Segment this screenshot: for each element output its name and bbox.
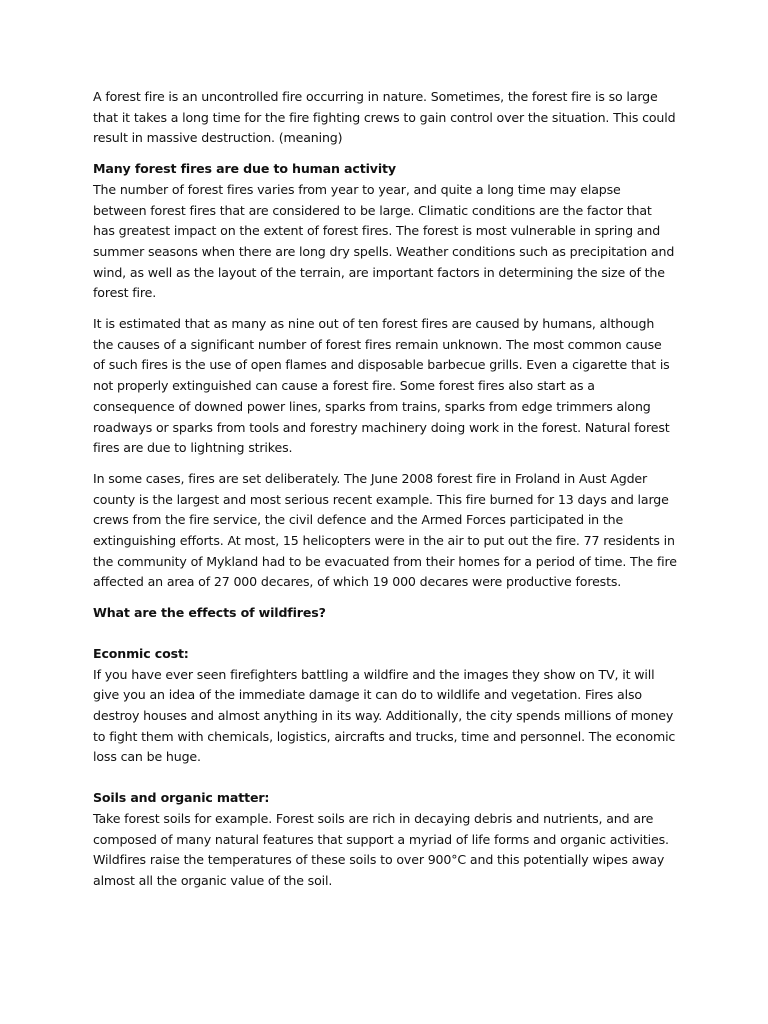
paragraph-economic-cost: If you have ever seen firefighters battling a wildfire and the images they show on TV, it will give you an idea of the immediate damage it can do to wildlife and vegetation. Fires also destroy houses and almost anything in its way. Additionally, the city spends millions of money to fight them with chemicals, logistics, aircrafts and trucks, time and personnel. The economic loss can be huge.: [93, 666, 676, 765]
section-heading-human-activity: Many forest fires are due to human activity: [93, 161, 396, 177]
section-heading-effects: What are the effects of wildfires?: [93, 605, 326, 621]
section-heading-soils: Soils and organic matter:: [93, 790, 270, 806]
section-heading-economic-cost: Econmic cost:: [93, 645, 189, 661]
paragraph-fire-frequency: The number of forest fires varies from year to year, and quite a long time may elapse between forest fires that are considered to be large. Climatic conditions are the factor that has greatest impact on the extent of forest fires. The forest is most vulnerable in spring and summer seasons when there are long dry spells. Weather conditions such as precipitation and wind, as well as the layout of the terrain, are important factors in determining the size of the forest fire.: [93, 181, 675, 301]
paragraph-soils: Take forest soils for example. Forest soils are rich in decaying debris and nutrients, and are composed of many natural features that support a myriad of life forms and organic activities. Wildfires raise the temperatures of these soils to over 900°C and this potentially wipes away almost all the organic value of the soil.: [93, 810, 669, 888]
intro-paragraph: A forest fire is an uncontrolled fire occurring in nature. Sometimes, the forest fire is so large that it takes a long time for the fire fighting crews to gain control over the situation. This could result in massive destruction. (meaning): [93, 89, 676, 146]
paragraph-deliberate-fires: In some cases, fires are set deliberately. The June 2008 forest fire in Froland in Aust Agder county is the largest and most serious recent example. This fire burned for 13 days and large crews from the fire service, the civil defence and the Armed Forces participated in the extinguishing efforts. At most, 15 helicopters were in the air to put out the fire. 77 residents in the community of Mykland had to be evacuated from their homes for a period of time. The fire affected an area of 27 000 decares, of which 19 000 decares were productive forests.: [93, 470, 677, 590]
document-page: [93, 87, 677, 892]
paragraph-human-causes: It is estimated that as many as nine out of ten forest fires are caused by humans, although the causes of a significant number of forest fires remain unknown. The most common cause of such fires is the use of open flames and disposable barbecue grills. Even a cigarette that is not properly extinguished can cause a forest fire. Some forest fires also start as a consequence of downed power lines, sparks from trains, sparks from edge trimmers along roadways or sparks from tools and forestry machinery doing work in the forest. Natural forest fires are due to lightning strikes.: [93, 316, 670, 456]
